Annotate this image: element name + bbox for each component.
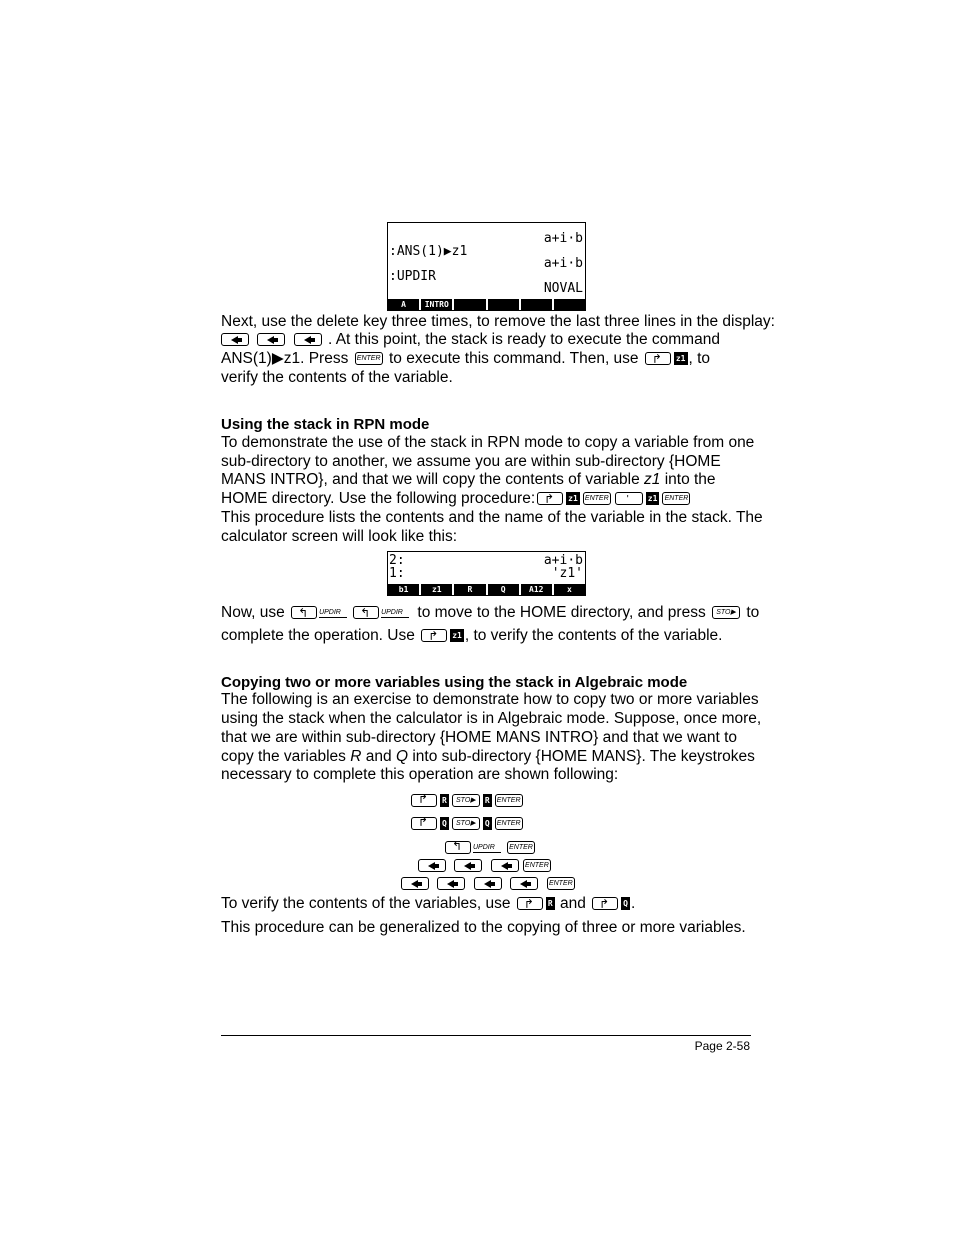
- page-number: Page 2-58: [694, 1039, 750, 1053]
- sto-key-icon: STO▶: [452, 794, 480, 807]
- soft-menu-bar: [388, 299, 585, 310]
- paragraph-line: [221, 350, 710, 369]
- delete-key-icon: [257, 333, 285, 346]
- soft-menu-key: INTRO: [421, 299, 454, 310]
- soft-key-z1: z1: [675, 354, 686, 364]
- paragraph-line: [221, 604, 759, 623]
- soft-key-r: R: [442, 796, 447, 806]
- soft-key-q: Q: [623, 899, 628, 909]
- variable-name: z1: [644, 471, 661, 488]
- enter-key-icon: ENTER: [523, 859, 551, 872]
- text: to move to the HOME directory, and press: [417, 604, 706, 621]
- delete-key-icon: [437, 877, 465, 890]
- text: into sub-directory {HOME MANS}. The keystrokes: [412, 748, 755, 765]
- screen-line: :ANS(1)▶z1: [389, 244, 468, 259]
- text: to: [746, 604, 760, 621]
- screen-line: 2:: [389, 553, 405, 568]
- left-shift-key-icon: [445, 841, 471, 854]
- right-shift-key-icon: [592, 897, 618, 910]
- section-heading: Using the stack in RPN mode: [221, 416, 430, 433]
- keystroke-line: [409, 815, 525, 833]
- section-heading: Copying two or more variables using the stack in Algebraic mode: [221, 674, 688, 691]
- updir-key-label: UPDIR: [319, 608, 347, 618]
- delete-key-icon: [454, 859, 482, 872]
- soft-menu-key: Q: [488, 584, 521, 595]
- delete-key-icon: [294, 333, 322, 346]
- paragraph-line: [221, 490, 692, 509]
- text: . At this point, the stack is ready to execute the command: [327, 331, 720, 348]
- screen-line: a+i·b: [543, 256, 583, 271]
- enter-key-icon: ENTER: [547, 877, 575, 890]
- delete-key-icon: [401, 877, 429, 890]
- paragraph-line: The following is an exercise to demonstrate how to copy two or more variables: [221, 691, 759, 708]
- soft-menu-key: x: [567, 585, 572, 594]
- enter-key-icon: ENTER: [662, 492, 690, 505]
- screen-line: 'z1': [551, 566, 583, 581]
- paragraph-line: that we are within sub-directory {HOME MANS INTRO} and that we want to: [221, 729, 738, 746]
- enter-key-icon: ENTER: [495, 794, 523, 807]
- delete-key-icon: [221, 333, 249, 346]
- paragraph-line: [221, 331, 720, 350]
- paragraph-line: Next, use the delete key three times, to remove the last three lines in the display:: [221, 313, 775, 330]
- right-shift-key-icon: [421, 629, 447, 642]
- screen-line: NOVAL: [543, 281, 583, 296]
- right-shift-key-icon: [645, 352, 671, 365]
- text: MANS INTRO}, and that we will copy the contents of variable: [221, 471, 640, 488]
- keystroke-line: [416, 857, 553, 875]
- soft-key-r: R: [484, 796, 490, 806]
- paragraph-line: [221, 627, 722, 646]
- paragraph-line: This procedure lists the contents and the name of the variable in the stack. The: [221, 509, 763, 526]
- paragraph-line: This procedure can be generalized to the copying of three or more variables.: [221, 919, 746, 936]
- soft-key-q: Q: [442, 819, 447, 829]
- enter-key-icon: ENTER: [583, 492, 611, 505]
- right-shift-key-icon: [411, 817, 437, 830]
- soft-menu-key: b1: [388, 584, 421, 595]
- paragraph-line: [221, 748, 755, 767]
- variable-name: Q: [395, 748, 409, 765]
- soft-key-z1: z1: [568, 494, 578, 504]
- text: , to: [688, 350, 711, 367]
- paragraph-line: To demonstrate the use of the stack in RPN mode to copy a variable from one: [221, 434, 755, 451]
- text: copy the variables: [221, 748, 346, 765]
- soft-menu-bar: [388, 584, 585, 595]
- text: and: [559, 895, 586, 912]
- paragraph-line: necessary to complete this operation are shown following:: [221, 766, 619, 783]
- screen-line: 1:: [389, 566, 405, 581]
- soft-menu-key: A12: [521, 584, 554, 595]
- text: To verify the contents of the variables, use: [221, 895, 511, 912]
- text: complete the operation. Use: [221, 627, 415, 644]
- screen-line: :UPDIR: [389, 269, 436, 284]
- text: into the: [664, 471, 716, 488]
- delete-key-icon: [474, 877, 502, 890]
- calculator-screen-1: [387, 222, 586, 311]
- delete-key-icon: [510, 877, 538, 890]
- left-shift-key-icon: [291, 606, 317, 619]
- soft-key-q: Q: [484, 819, 490, 829]
- delete-key-icon: [418, 859, 446, 872]
- text: , to verify the contents of the variable.: [464, 627, 723, 644]
- enter-key-icon: ENTER: [507, 841, 535, 854]
- updir-key-label: UPDIR: [381, 608, 409, 618]
- soft-menu-key: [454, 299, 487, 310]
- screen-line: a+i·b: [543, 553, 583, 568]
- paragraph-line: sub-directory to another, we assume you are within sub-directory {HOME: [221, 453, 721, 470]
- right-shift-key-icon: [537, 492, 563, 505]
- soft-menu-key: [521, 299, 554, 310]
- enter-key-icon: ENTER: [495, 817, 523, 830]
- text: ANS(1)▶z1. Press: [221, 350, 349, 367]
- paragraph-line: [221, 471, 716, 490]
- tick-key-icon: [615, 492, 643, 505]
- soft-menu-key: z1: [421, 584, 454, 595]
- soft-key-z1: z1: [452, 631, 462, 641]
- soft-menu-key: A: [388, 299, 421, 310]
- calculator-screen-2: [387, 551, 586, 596]
- text: .: [630, 895, 636, 912]
- keystroke-line: [409, 792, 525, 810]
- soft-key-r: R: [547, 899, 553, 909]
- keystroke-line: [399, 875, 577, 893]
- right-shift-key-icon: [517, 897, 543, 910]
- left-shift-key-icon: [353, 606, 379, 619]
- paragraph-line: using the stack when the calculator is in Algebraic mode. Suppose, once more,: [221, 710, 762, 727]
- variable-name: R: [350, 748, 362, 765]
- right-shift-key-icon: [411, 794, 437, 807]
- soft-menu-key: R: [454, 584, 487, 595]
- text: and: [365, 748, 392, 765]
- text: to execute this command. Then, use: [388, 350, 639, 367]
- soft-menu-key: [554, 299, 585, 310]
- keystroke-line: [443, 839, 537, 857]
- sto-key-icon: STO▶: [712, 606, 740, 619]
- text: Now, use: [221, 604, 285, 621]
- soft-menu-key: [488, 299, 521, 310]
- screen-line: a+i·b: [543, 231, 583, 246]
- paragraph-line: [221, 895, 635, 914]
- updir-key-label: UPDIR: [473, 843, 501, 853]
- footer-rule: [221, 1035, 751, 1036]
- enter-key-icon: ENTER: [355, 352, 383, 365]
- delete-key-icon: [491, 859, 519, 872]
- paragraph-line: verify the contents of the variable.: [221, 369, 453, 386]
- sto-key-icon: STO▶: [452, 817, 480, 830]
- paragraph-line: calculator screen will look like this:: [221, 528, 458, 545]
- text: HOME directory. Use the following procedure:: [221, 490, 536, 507]
- soft-key-z1: z1: [647, 494, 658, 504]
